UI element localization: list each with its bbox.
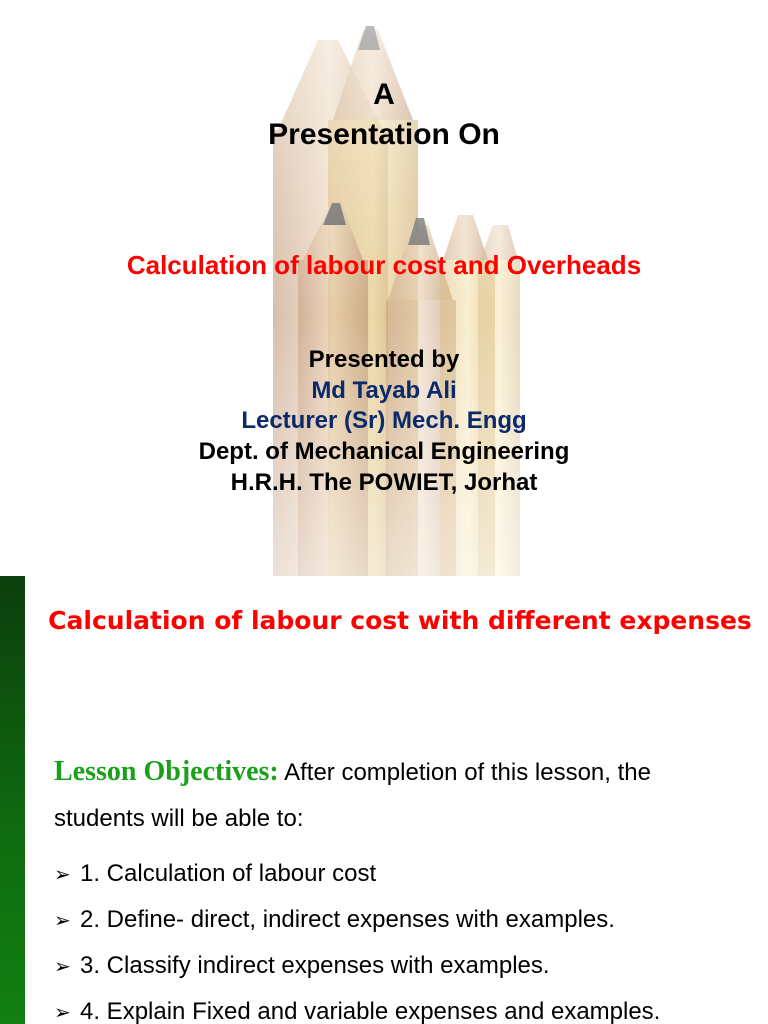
presentation-topic: Calculation of labour cost and Overheads <box>126 250 642 280</box>
objectives-intro-continued: students will be able to: <box>54 805 304 832</box>
objectives-intro-line <box>54 756 651 788</box>
presenter-title: Lecturer (Sr) Mech. Engg <box>241 407 527 434</box>
title-line-presentation: Presentation On <box>268 118 500 151</box>
objectives-intro: After completion of this lesson, the <box>278 759 651 786</box>
list-item <box>54 897 660 943</box>
objective-text: 3. Classify indirect expenses with examples. <box>80 952 550 979</box>
arrow-bullet-icon: ➢ <box>54 954 71 978</box>
arrow-bullet-icon: ➢ <box>54 862 71 886</box>
institute-name: H.R.H. The POWIET, Jorhat <box>230 469 538 496</box>
objectives-slide <box>0 576 768 1024</box>
objective-text: 1. Calculation of labour cost <box>80 860 377 887</box>
objectives-list <box>54 851 660 1024</box>
department-name: Dept. of Mechanical Engineering <box>198 438 570 465</box>
arrow-bullet-icon: ➢ <box>54 1000 71 1024</box>
title-line-a: A <box>373 78 395 111</box>
presented-by-label: Presented by <box>308 346 460 373</box>
objective-text: 4. Explain Fixed and variable expenses and examples. <box>80 998 661 1024</box>
list-item <box>54 943 660 989</box>
green-sidebar <box>0 576 25 1024</box>
presenter-name: Md Tayab Ali <box>311 377 457 404</box>
list-item <box>54 989 660 1024</box>
objectives-label: Lesson Objectives: <box>54 756 279 787</box>
objective-text: 2. Define- direct, indirect expenses with examples. <box>80 906 615 933</box>
slide-title: Calculation of labour cost with different expenses <box>48 606 752 635</box>
list-item <box>54 851 660 897</box>
arrow-bullet-icon: ➢ <box>54 908 71 932</box>
